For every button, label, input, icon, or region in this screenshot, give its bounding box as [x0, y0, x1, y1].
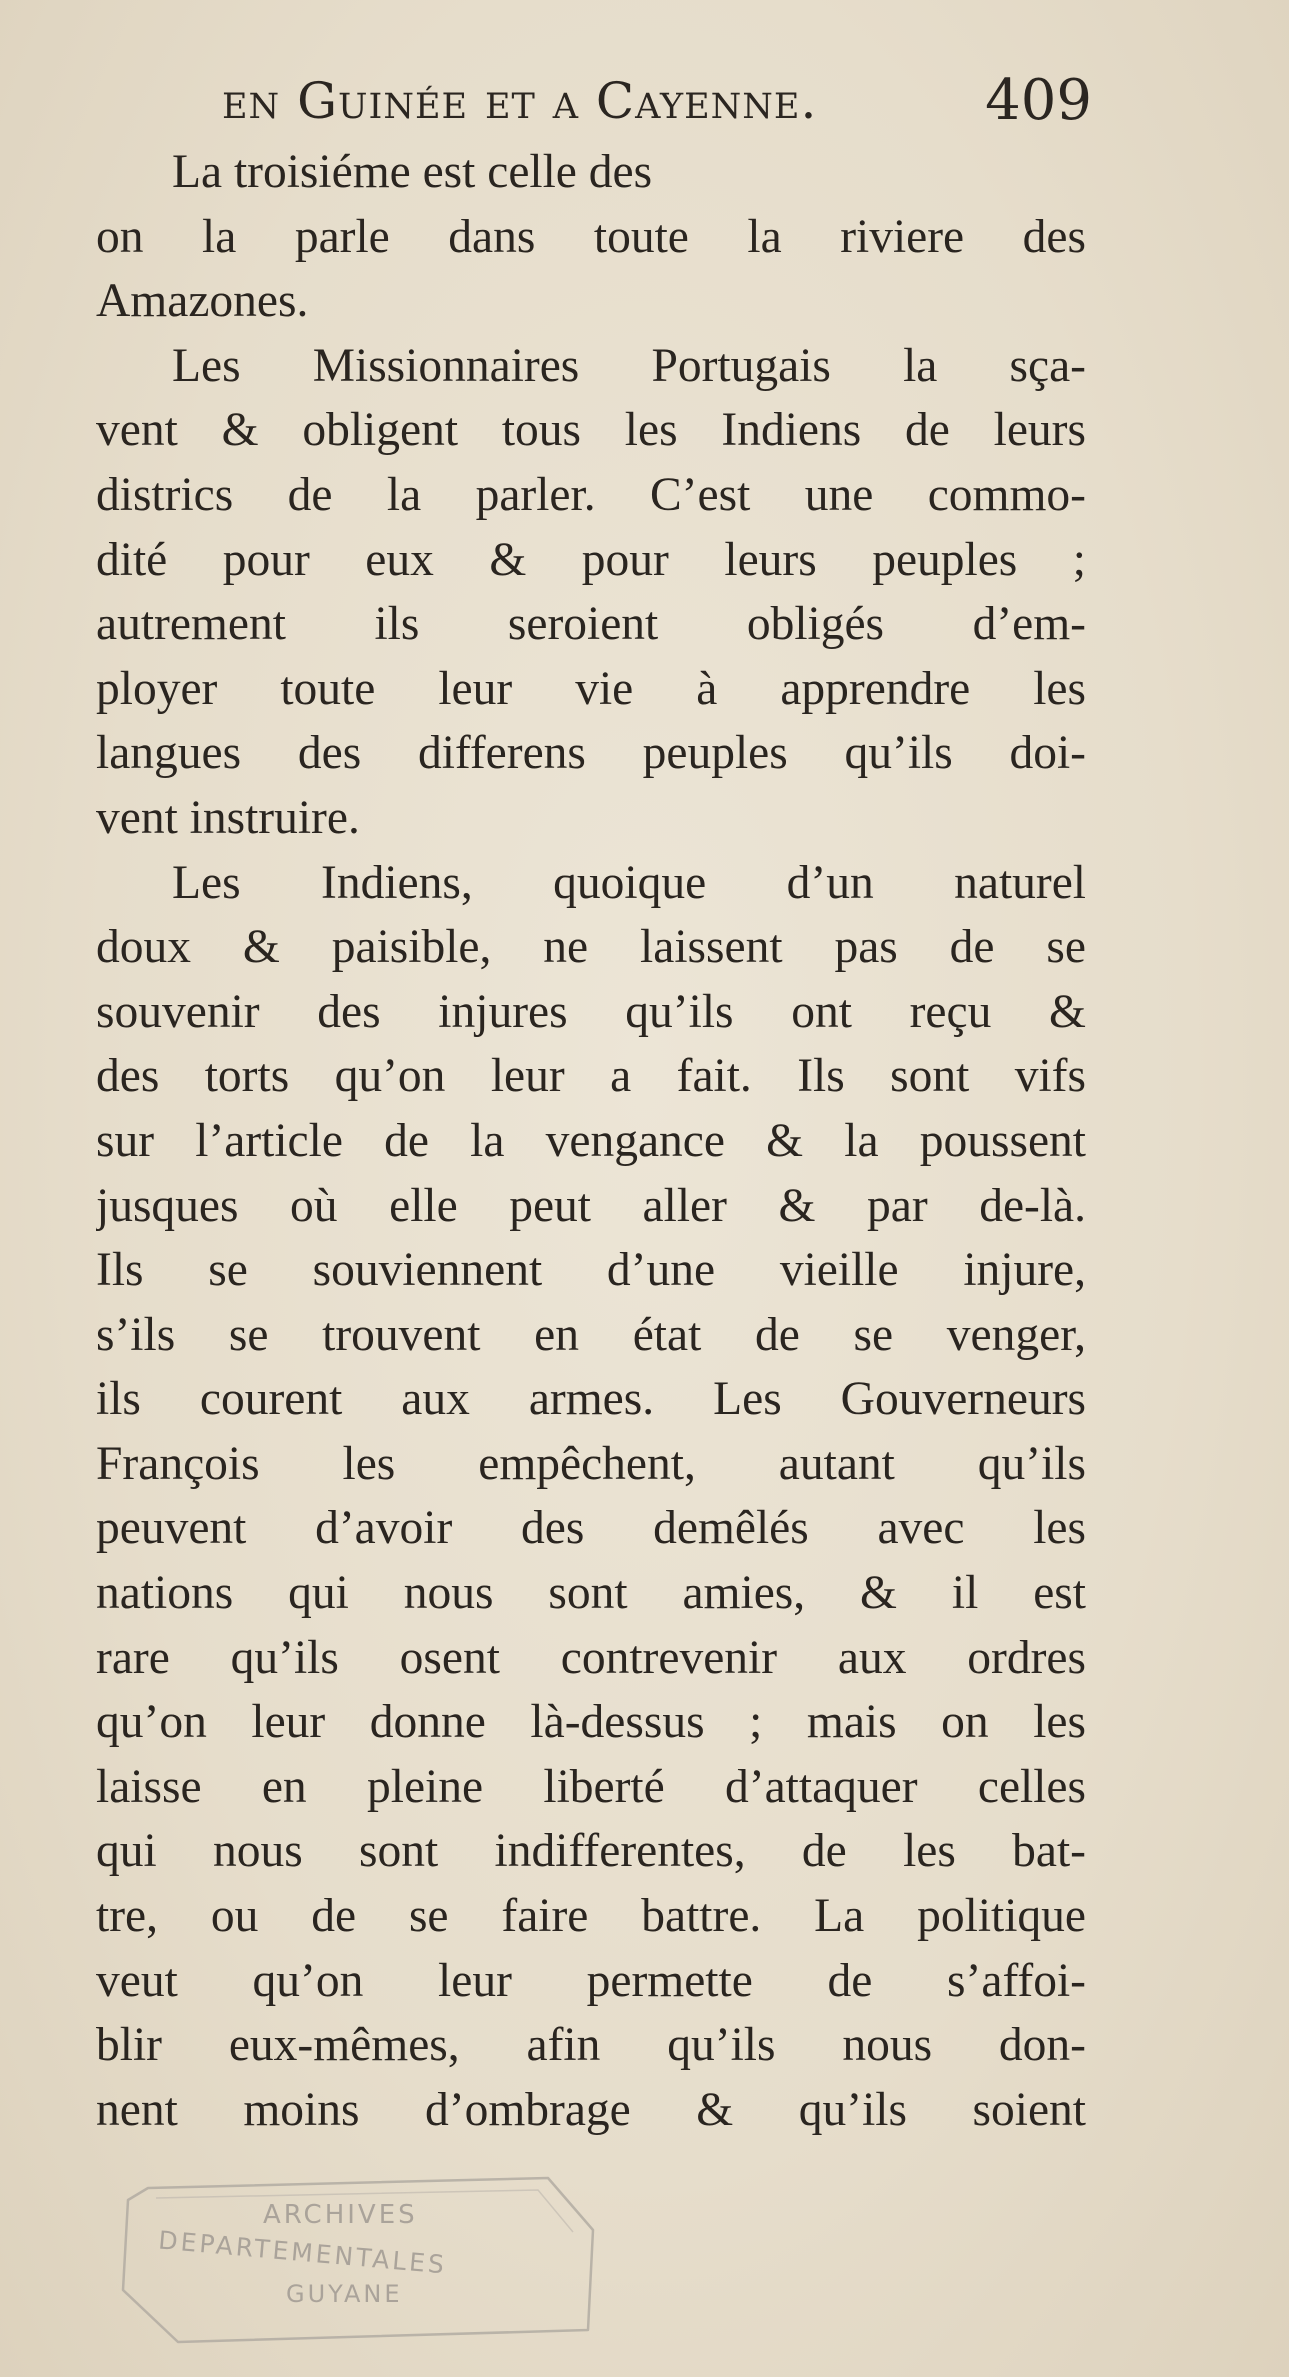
text-line: laisse en pleine liberté d’attaquer celles — [96, 1760, 1086, 1813]
text-line: vent & obligent tous les Indiens de leurs — [96, 404, 1086, 457]
text-line: autrement ils seroient obligés d’em- — [96, 598, 1086, 651]
page-header — [222, 62, 1092, 142]
text-line: nations qui nous sont amies, & il est — [96, 1567, 1086, 1620]
text-line: des torts qu’on leur a fait. Ils sont vifs — [96, 1050, 1086, 1103]
stamp-line-3: GUYANE — [286, 2280, 403, 2308]
text-line: blir eux-mêmes, afin qu’ils nous don- — [96, 2019, 1086, 2072]
page-number: 409 — [985, 68, 1092, 133]
text-line: doux & paisible, ne laissent pas de se — [96, 921, 1086, 974]
text-line: Ils se souviennent d’une vieille injure, — [96, 1244, 1086, 1297]
text-line: ils courent aux armes. Les Gouverneurs — [96, 1373, 1086, 1426]
body-text — [96, 140, 1086, 2142]
text-line: Les Missionnaires Portugais la sça- — [172, 339, 1086, 392]
text-line: langues des differens peuples qu’ils doi- — [96, 727, 1086, 780]
text-line: dité pour eux & pour leurs peuples ; — [96, 533, 1086, 586]
text-line: districs de la parler. C’est une commo- — [96, 468, 1086, 521]
text-line: sur l’article de la vengance & la poussent — [96, 1114, 1086, 1167]
text-line: ployer toute leur vie à apprendre les — [96, 662, 1086, 715]
text-line: François les empêchent, autant qu’ils — [96, 1437, 1086, 1490]
text-line: veut qu’on leur permette de s’affoi- — [96, 1954, 1086, 2007]
archive-stamp — [118, 2170, 598, 2345]
text-line: jusques où elle peut aller & par de-là. — [96, 1179, 1086, 1232]
stamp-line-2: DEPARTEMENTALES — [157, 2225, 449, 2280]
text-line: souvenir des injures qu’ils ont reçu & — [96, 985, 1086, 1038]
stamp-line-1: ARCHIVES — [263, 2200, 418, 2230]
text-line: s’ils se trouvent en état de se venger, — [96, 1308, 1086, 1361]
text-line: vent instruire. — [96, 791, 360, 844]
text-line: Amazones. — [96, 275, 309, 328]
text-line: qu’on leur donne là-dessus ; mais on les — [96, 1696, 1086, 1749]
text-line: nent moins d’ombrage & qu’ils soient — [96, 2083, 1086, 2136]
text-line: La troisiéme est celle des — [172, 146, 653, 198]
text-line: qui nous sont indifferentes, de les bat- — [96, 1825, 1086, 1878]
text-line: on la parle dans toute la riviere des — [96, 210, 1086, 263]
text-line: rare qu’ils osent contrevenir aux ordres — [96, 1631, 1086, 1684]
text-line: peuvent d’avoir des demêlés avec les — [96, 1502, 1086, 1555]
text-line: tre, ou de se faire battre. La politique — [96, 1890, 1086, 1943]
running-title: en Guinée et a Cayenne. — [222, 72, 818, 130]
text-line: Les Indiens, quoique d’un naturel — [172, 856, 1086, 909]
